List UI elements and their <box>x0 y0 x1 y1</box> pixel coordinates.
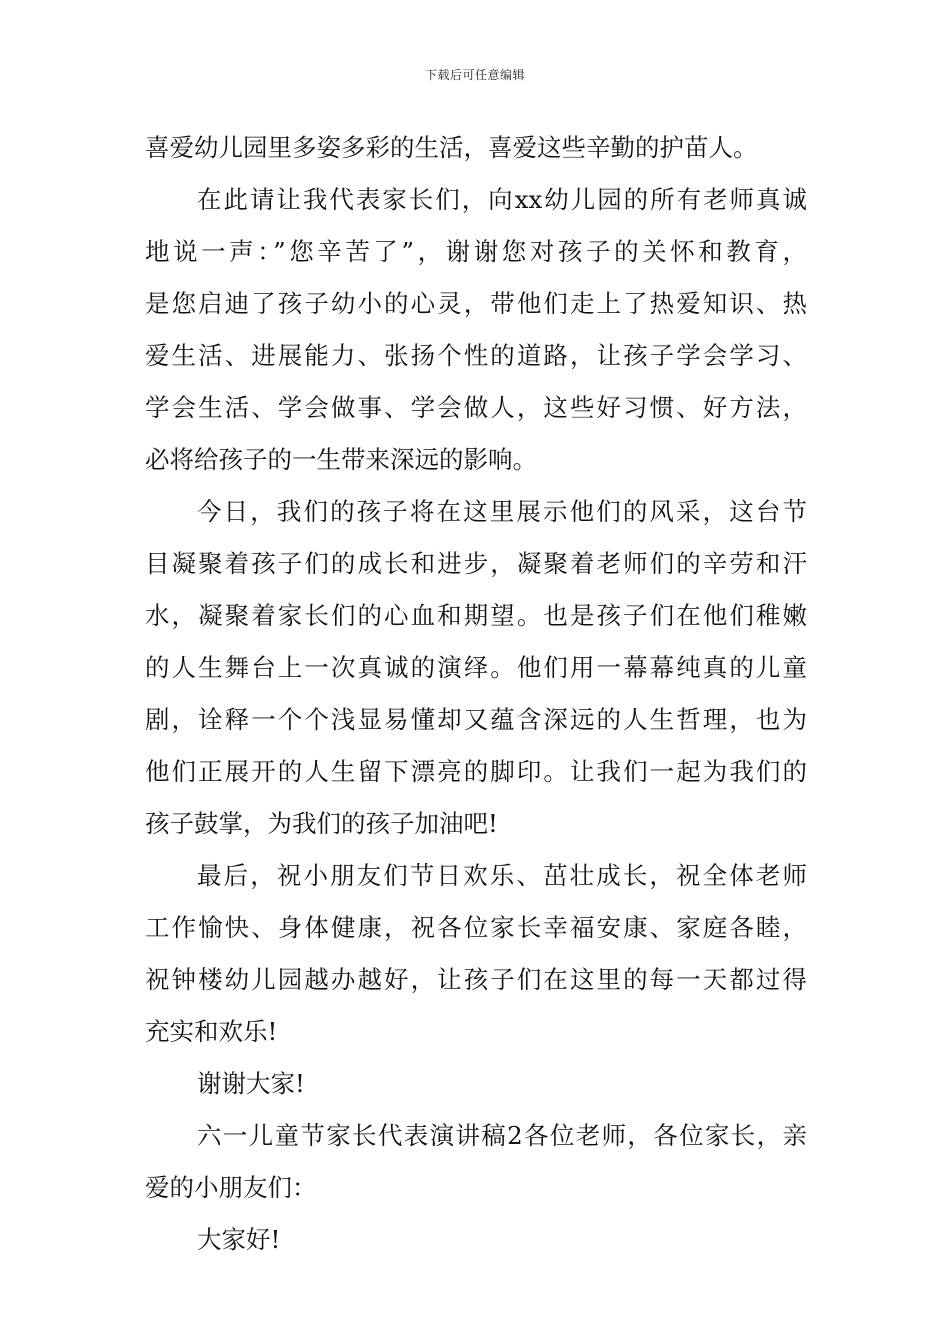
text-line: 水，凝聚着家长们的心血和期望。也是孩子们在他们稚嫩 <box>145 601 807 630</box>
text-line: 的人生舞台上一次真诚的演绎。他们用一幕幕纯真的儿童 <box>145 653 807 682</box>
text-line: 在此请让我代表家长们，向xx幼儿园的所有老师真诚 <box>197 185 807 214</box>
text-line: 学会生活、学会做事、学会做人，这些好习惯、好方法， <box>145 393 807 422</box>
text-line: 剧，诠释一个个浅显易懂却又蕴含深远的人生哲理，也为 <box>145 705 807 734</box>
text-line: 喜爱幼儿园里多姿多彩的生活，喜爱这些辛勤的护苗人。 <box>145 133 758 162</box>
text-line: 目凝聚着孩子们的成长和进步，凝聚着老师们的辛劳和汗 <box>145 549 807 578</box>
page-header: 下载后可任意编辑 <box>424 68 525 82</box>
text-line: 最后，祝小朋友们节日欢乐、茁壮成长，祝全体老师 <box>197 861 807 890</box>
text-line: 大家好! <box>197 1225 281 1254</box>
text-line: 今日，我们的孩子将在这里展示他们的风采，这台节 <box>197 497 807 526</box>
text-line: 爱生活、进展能力、张扬个性的道路，让孩子学会学习、 <box>145 341 807 370</box>
text-line: 谢谢大家! <box>197 1069 305 1098</box>
text-line: 他们正展开的人生留下漂亮的脚印。让我们一起为我们的 <box>145 757 807 786</box>
text-line: 必将给孩子的一生带来深远的影响。 <box>145 445 537 474</box>
text-line: 地说一声：”您辛苦了”，谢谢您对孩子的关怀和教育， <box>145 237 807 266</box>
text-line: 工作愉快、身体健康，祝各位家长幸福安康、家庭各睦， <box>145 913 807 942</box>
text-line: 六一儿童节家长代表演讲稿2各位老师，各位家长，亲 <box>197 1121 807 1150</box>
document-body <box>145 122 807 1266</box>
text-line: 爱的小朋友们： <box>145 1173 317 1202</box>
text-line: 是您启迪了孩子幼小的心灵，带他们走上了热爱知识、热 <box>145 289 807 318</box>
text-line: 孩子鼓掌，为我们的孩子加油吧! <box>145 809 498 838</box>
text-line: 充实和欢乐! <box>145 1017 278 1046</box>
text-line: 祝钟楼幼儿园越办越好，让孩子们在这里的每一天都过得 <box>145 965 807 994</box>
